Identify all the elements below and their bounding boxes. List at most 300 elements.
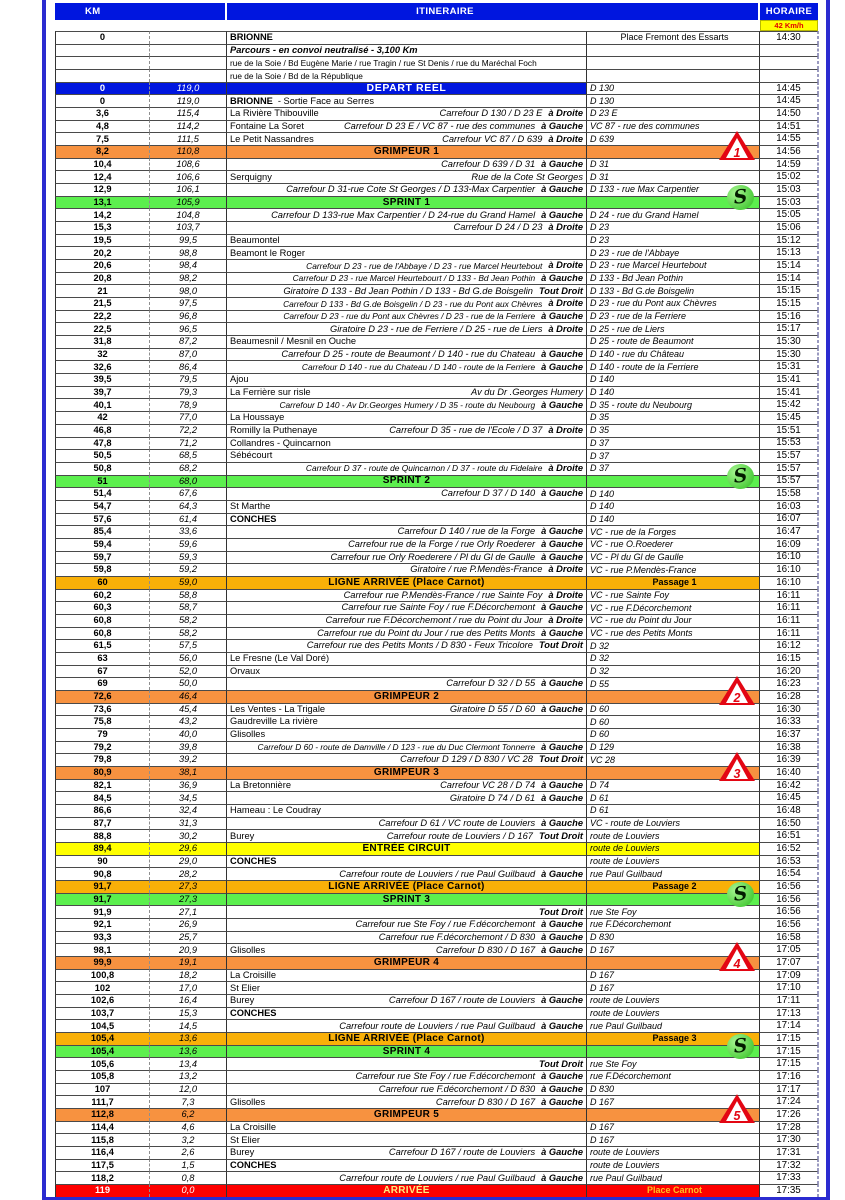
km-remaining-cell: 16,4 (150, 994, 227, 1007)
right-gutter (818, 500, 826, 513)
itinerary-cell (227, 1171, 587, 1184)
km-remaining-cell: 12,0 (150, 1083, 227, 1096)
route-name: D 37 (590, 463, 610, 474)
route-name: VC 28 (590, 754, 616, 765)
route-name: VC - rue O.Roederer (590, 539, 674, 550)
km-remaining-cell: 87,2 (150, 335, 227, 348)
km-cell: 87,7 (55, 817, 150, 830)
km-cell: 12,4 (55, 170, 150, 183)
itinerary-row (46, 386, 826, 399)
km-remaining-cell: 115,4 (150, 107, 227, 120)
km-cell: 57,6 (55, 513, 150, 526)
direction-label: à Gauche (541, 995, 583, 1006)
junction-description: Carrefour D 24 / D 23 (453, 222, 543, 233)
section-label: SPRINT 3 (382, 893, 431, 905)
route-cell (587, 1146, 760, 1159)
junction-description: Carrefour route de Louviers / rue Paul Guilbaud (339, 868, 536, 879)
km-remaining-cell: 99,5 (150, 234, 227, 247)
route-cell (587, 56, 760, 69)
km-cell: 60,8 (55, 614, 150, 627)
time-cell: 17:30 (760, 1133, 818, 1146)
junction-description: Carrefour rue F.Décorchemont / rue du Point du Jour (325, 615, 543, 626)
time-cell: 16:11 (760, 627, 818, 640)
right-gutter (818, 614, 826, 627)
junction-description: Carrefour D 25 - route de Beaumont / D 140 - rue du Chateau (281, 348, 536, 359)
route-name: D 23 E (590, 108, 618, 119)
right-gutter (818, 272, 826, 285)
km-cell: 60,2 (55, 589, 150, 602)
right-gutter (818, 715, 826, 728)
left-gutter (46, 576, 55, 589)
route-name: route de Louviers (590, 830, 660, 841)
time-cell: 17:16 (760, 1070, 818, 1083)
itinerary-row (46, 981, 826, 994)
right-gutter (818, 994, 826, 1007)
route-name: D 32 (590, 640, 610, 651)
km-remaining-cell: 33,6 (150, 525, 227, 538)
place-name: Le Petit Nassandres (230, 133, 314, 144)
time-cell: 15:58 (760, 487, 818, 500)
route-cell (587, 208, 760, 221)
left-gutter (46, 893, 55, 906)
route-name: D 140 - rue du Château (590, 349, 685, 360)
itinerary-cell (227, 867, 587, 880)
km-remaining-cell (150, 44, 227, 57)
km-remaining-cell: 59,3 (150, 551, 227, 564)
left-gutter (46, 3, 55, 20)
route-name: D 140 (590, 374, 615, 385)
junction-description: Carrefour D 37 - route de Quincarnon / D 37 - route du Fidelaire (305, 463, 543, 474)
junction-description: Carrefour route de Louviers / rue Paul Guilbaud (339, 1172, 536, 1183)
junction-description: Carrefour rue Ste Foy / rue F.décorchemont (355, 919, 536, 930)
left-gutter (46, 614, 55, 627)
right-gutter (818, 348, 826, 361)
km-cell: 39,5 (55, 373, 150, 386)
km-cell: 40,1 (55, 398, 150, 411)
right-gutter (818, 398, 826, 411)
itinerary-cell (227, 69, 587, 82)
time-cell: 17:26 (760, 1108, 818, 1121)
km-cell: 114,4 (55, 1121, 150, 1134)
direction-label: à Gauche (541, 399, 583, 410)
left-gutter (46, 918, 55, 931)
km-remaining-cell: 26,9 (150, 918, 227, 931)
km-remaining-cell: 59,0 (150, 576, 227, 589)
direction-label: à Droite (548, 108, 583, 119)
place-name: Collandres - Quincarnon (230, 437, 331, 448)
place-name: La Rivière Thibouville (230, 108, 319, 119)
itinerary-row (46, 284, 826, 297)
left-gutter (46, 690, 55, 703)
sprint-icon: S (726, 462, 755, 490)
km-remaining-cell: 39,8 (150, 741, 227, 754)
right-gutter (818, 1171, 826, 1184)
route-name: D 129 (590, 741, 615, 752)
itinerary-rows (46, 31, 826, 1197)
route-name: D 60 (590, 716, 610, 727)
left-gutter (46, 132, 55, 145)
km-remaining-cell: 18,2 (150, 969, 227, 982)
time-cell: 16:56 (760, 905, 818, 918)
route-name: VC - Pl du Gl de Gaulle (590, 551, 684, 562)
time-cell: 16:37 (760, 728, 818, 741)
sprint-icon: S (726, 183, 755, 211)
km-cell: 107 (55, 1083, 150, 1096)
route-name: D 133 - Bd G.de Boisgelin (590, 285, 695, 296)
route-name: rue Paul Guilbaud (590, 1020, 663, 1031)
km-cell: 89,4 (55, 842, 150, 855)
itinerary-cell (227, 373, 587, 386)
km-cell: 31,8 (55, 335, 150, 348)
time-cell: 14:50 (760, 107, 818, 120)
route-name: VC - rue du Point du Jour (590, 615, 692, 626)
left-gutter (46, 259, 55, 272)
km-remaining-cell: 25,7 (150, 931, 227, 944)
km-cell: 15,3 (55, 221, 150, 234)
itinerary-row (46, 715, 826, 728)
left-gutter (46, 107, 55, 120)
km-remaining-cell: 56,0 (150, 652, 227, 665)
junction-description: Av du Dr .Georges Humery (471, 387, 583, 397)
itinerary-cell (227, 817, 587, 830)
left-gutter (46, 880, 55, 893)
time-cell: 17:24 (760, 1095, 818, 1108)
km-remaining-cell: 68,0 (150, 475, 227, 488)
km-remaining-cell: 106,6 (150, 170, 227, 183)
itinerary-cell (227, 829, 587, 842)
itinerary-row (46, 373, 826, 386)
place-detail: - Sortie Face au Serres (277, 95, 374, 106)
right-gutter (818, 943, 826, 956)
km-remaining-cell (150, 69, 227, 82)
grimpeur-row (46, 1108, 826, 1124)
right-gutter (818, 677, 826, 690)
itinerary-row (46, 437, 826, 450)
route-name: D 133 - Bd Jean Pothin (590, 273, 684, 284)
direction-label: à Gauche (541, 488, 583, 499)
sprint-icon: S (726, 1032, 755, 1060)
ligne-row (46, 576, 826, 589)
km-remaining-cell (150, 56, 227, 69)
right-gutter (818, 424, 826, 437)
km-remaining-cell: 68,5 (150, 449, 227, 462)
route-cell (587, 94, 760, 107)
route-name: D 60 (590, 703, 610, 714)
itinerary-row (46, 652, 826, 665)
itinerary-cell (227, 145, 587, 158)
time-cell: 17:13 (760, 1007, 818, 1020)
time-cell: 17:14 (760, 1019, 818, 1032)
km-remaining-cell: 29,0 (150, 855, 227, 868)
right-gutter (818, 82, 826, 95)
km-cell: 0 (55, 82, 150, 95)
left-gutter (46, 1095, 55, 1108)
place-name: La Croisille (230, 1121, 276, 1132)
km-cell: 20,8 (55, 272, 150, 285)
km-remaining-cell: 27,1 (150, 905, 227, 918)
itinerary-cell (227, 208, 587, 221)
left-gutter (46, 969, 55, 982)
time-cell: 16:56 (760, 880, 818, 893)
itinerary-row (46, 500, 826, 513)
km-remaining-cell: 39,2 (150, 753, 227, 766)
itinerary-row (46, 107, 826, 120)
direction-label: à Gauche (541, 602, 583, 613)
km-cell: 67 (55, 665, 150, 678)
route-name: D 31 (590, 171, 610, 182)
km-cell: 0 (55, 31, 150, 44)
km-remaining-cell: 4,6 (150, 1121, 227, 1134)
itinerary-row (46, 741, 826, 754)
itinerary-row (46, 639, 826, 652)
left-gutter (46, 1007, 55, 1020)
time-cell: 16:53 (760, 855, 818, 868)
direction-label: à Gauche (541, 184, 583, 195)
direction-label: Tout Droit (538, 906, 583, 917)
time-cell: 15:30 (760, 335, 818, 348)
itinerary-row (46, 487, 826, 500)
right-gutter (818, 94, 826, 107)
time-cell: 15:57 (760, 449, 818, 462)
right-gutter (818, 1133, 826, 1146)
direction-label: à Droite (548, 298, 583, 309)
route-name: Passage 3 (652, 1033, 697, 1044)
route-cell (587, 601, 760, 614)
right-gutter (818, 297, 826, 310)
right-gutter (818, 3, 826, 20)
km-cell: 46,8 (55, 424, 150, 437)
time-cell: 16:50 (760, 817, 818, 830)
route-cell (587, 44, 760, 57)
left-gutter (46, 94, 55, 107)
place-name: St Marthe (230, 501, 271, 512)
left-gutter (46, 867, 55, 880)
time-cell: 16:11 (760, 601, 818, 614)
itinerary-row (46, 424, 826, 437)
km-remaining-cell: 19,1 (150, 956, 227, 969)
route-name: D 167 (590, 982, 615, 993)
km-remaining-cell: 45,4 (150, 703, 227, 716)
route-cell (587, 1133, 760, 1146)
itinerary-cell (227, 715, 587, 728)
junction-description: Carrefour VC 28 / D 74 (440, 779, 536, 790)
roadbook-table (42, 0, 830, 1200)
km-remaining-cell: 110,8 (150, 145, 227, 158)
itinerary-cell (227, 221, 587, 234)
section-label: ENTRÉE CIRCUIT (362, 842, 451, 854)
mountain-number: 5 (733, 1109, 741, 1124)
time-cell: 16:47 (760, 525, 818, 538)
itinerary-row (46, 601, 826, 614)
right-gutter (818, 905, 826, 918)
itinerary-cell (227, 627, 587, 640)
route-cell (587, 310, 760, 323)
route-name: D 32 (590, 653, 610, 664)
right-gutter (818, 1045, 826, 1058)
section-label: LIGNE ARRIVÉE (Place Carnot) (328, 576, 485, 588)
route-name: D 167 (590, 1122, 615, 1133)
itinerary-cell (227, 1108, 587, 1121)
route-name: D 23 - rue de l'Abbaye (590, 247, 680, 258)
route-cell (587, 322, 760, 335)
route-cell (587, 538, 760, 551)
route-cell (587, 817, 760, 830)
km-cell: 73,6 (55, 703, 150, 716)
km-cell: 80,9 (55, 766, 150, 779)
route-cell (587, 82, 760, 95)
route-name: VC - route de Louviers (590, 817, 681, 828)
itinerary-row (46, 589, 826, 602)
junction-description: Carrefour D 133 - Bd G.de Boisgelin / D 23 - rue du Pont aux Chèvres (283, 298, 543, 309)
right-gutter (818, 779, 826, 792)
itineraire-column-header: ITINERAIRE (227, 3, 760, 20)
km-cell: 117,5 (55, 1159, 150, 1172)
route-name: D 167 (590, 970, 615, 981)
itinerary-row (46, 538, 826, 551)
right-gutter (818, 1095, 826, 1108)
right-gutter (818, 918, 826, 931)
direction-label: à Gauche (541, 741, 583, 752)
itinerary-cell (227, 335, 587, 348)
junction-description: Carrefour rue des Petits Monts / D 830 - Feux Tricolore (306, 640, 533, 651)
itinerary-row (46, 183, 826, 196)
km-cell: 91,7 (55, 893, 150, 906)
junction-description: Carrefour D 830 / D 167 (435, 944, 536, 955)
right-gutter (818, 665, 826, 678)
itinerary-cell (227, 1095, 587, 1108)
itinerary-cell (227, 614, 587, 627)
route-name: D 23 (590, 235, 610, 246)
right-gutter (818, 449, 826, 462)
itinerary-row (46, 411, 826, 424)
itinerary-row (46, 943, 826, 956)
itinerary-cell (227, 259, 587, 272)
right-gutter (818, 956, 826, 969)
itinerary-row (46, 551, 826, 564)
km-cell: 13,1 (55, 196, 150, 209)
direction-label: à Gauche (541, 1172, 583, 1183)
itinerary-cell (227, 411, 587, 424)
grimpeur-row (46, 956, 826, 972)
itinerary-cell (227, 44, 587, 57)
km-remaining-cell: 59,6 (150, 538, 227, 551)
itinerary-row (46, 1019, 826, 1032)
place-name: BRIONNE (230, 32, 273, 43)
time-cell: 15:03 (760, 196, 818, 209)
time-cell: 16:23 (760, 677, 818, 690)
time-cell: 16:45 (760, 791, 818, 804)
itinerary-row (46, 804, 826, 817)
route-name: rue Ste Foy (590, 906, 637, 917)
left-gutter (46, 1057, 55, 1070)
itinerary-row (46, 703, 826, 716)
table-header-row (46, 3, 826, 20)
time-cell: 16:10 (760, 551, 818, 564)
direction-label: à Gauche (541, 526, 583, 537)
direction-label: à Gauche (541, 1071, 583, 1082)
itinerary-cell (227, 386, 587, 399)
direction-label: à Gauche (541, 539, 583, 550)
route-cell (587, 284, 760, 297)
place-name: Beaumontel (230, 234, 280, 245)
mountain-4-icon (719, 942, 755, 971)
route-cell (587, 259, 760, 272)
left-gutter (46, 272, 55, 285)
route-cell (587, 449, 760, 462)
left-gutter (46, 804, 55, 817)
time-cell: 15:14 (760, 272, 818, 285)
km-cell: 98,1 (55, 943, 150, 956)
time-cell: 16:15 (760, 652, 818, 665)
route-cell (587, 1007, 760, 1020)
km-cell: 14,2 (55, 208, 150, 221)
itinerary-row (46, 335, 826, 348)
km-remaining-cell: 30,2 (150, 829, 227, 842)
itinerary-cell (227, 132, 587, 145)
route-name: D 37 (590, 450, 610, 461)
route-name: Place Carnot (646, 1185, 703, 1196)
direction-label: à Gauche (541, 817, 583, 828)
km-remaining-cell: 13,4 (150, 1057, 227, 1070)
km-remaining-cell: 57,5 (150, 639, 227, 652)
itinerary-row (46, 31, 826, 44)
place-name: Burey (230, 1147, 255, 1158)
itinerary-cell (227, 424, 587, 437)
time-cell: 16:51 (760, 829, 818, 842)
km-cell: 59,8 (55, 563, 150, 576)
junction-description: Carrefour D 23 E / VC 87 - rue des communes (343, 120, 536, 131)
itinerary-cell (227, 513, 587, 526)
itinerary-cell (227, 1007, 587, 1020)
speed-row (46, 20, 826, 31)
right-gutter (818, 360, 826, 373)
itinerary-row (46, 94, 826, 107)
left-gutter (46, 766, 55, 779)
place-name: Burey (230, 995, 255, 1006)
km-remaining-cell: 0,0 (150, 1184, 227, 1197)
km-cell: 21 (55, 284, 150, 297)
right-gutter (818, 56, 826, 69)
place-name: Beamont le Roger (230, 247, 305, 258)
route-name: D 55 (590, 678, 610, 689)
itinerary-cell (227, 766, 587, 779)
route-cell (587, 373, 760, 386)
route-name: VC 87 - rue des communes (590, 121, 700, 132)
left-gutter (46, 424, 55, 437)
itinerary-cell (227, 272, 587, 285)
left-gutter (46, 20, 55, 31)
km-remaining-cell: 87,0 (150, 348, 227, 361)
route-name: D 167 (590, 1134, 615, 1145)
km-remaining-cell: 96,5 (150, 322, 227, 335)
km-remaining-cell: 0,8 (150, 1171, 227, 1184)
km-cell: 39,7 (55, 386, 150, 399)
itinerary-cell (227, 1045, 587, 1058)
km-remaining-cell: 114,2 (150, 120, 227, 133)
place-name: Le Fresne (Le Val Doré) (230, 653, 330, 664)
itinerary-row (46, 829, 826, 842)
km-cell: 88,8 (55, 829, 150, 842)
place-name: Serquigny (230, 171, 272, 182)
km-remaining-cell: 61,4 (150, 513, 227, 526)
junction-description: Carrefour D 140 / rue de la Forge (397, 526, 536, 537)
route-name: D 61 (590, 805, 610, 816)
route-cell (587, 728, 760, 741)
right-gutter (818, 893, 826, 906)
itinerary-row (46, 513, 826, 526)
time-cell: 15:16 (760, 310, 818, 323)
right-gutter (818, 690, 826, 703)
